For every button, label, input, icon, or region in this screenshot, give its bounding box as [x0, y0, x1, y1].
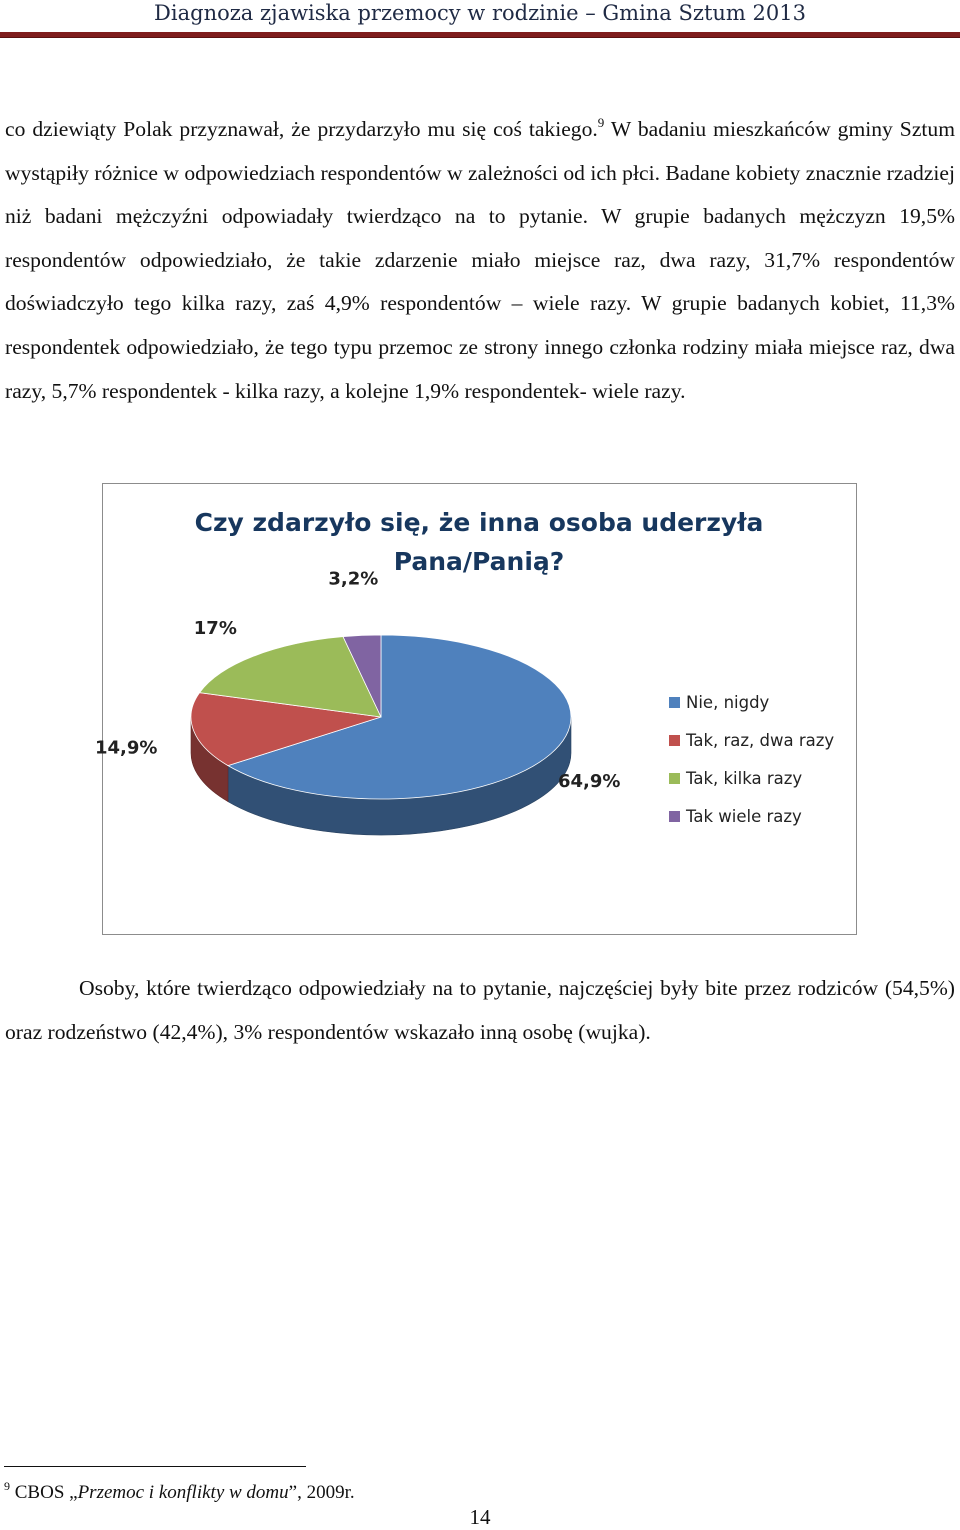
chart-title-line-1: Czy zdarzyło się, że inna osoba uderzyła — [194, 508, 764, 537]
chart-title-line-2: Pana/Panią? — [393, 547, 565, 576]
legend-label-raz-dwa-razy: Tak, raz, dwa razy — [686, 731, 835, 750]
paragraph-1 — [5, 108, 955, 413]
paragraph-1-text-a: co dziewiąty Polak przyznawał, że przydarzyło mu się coś takiego. — [5, 117, 598, 141]
footnote-title: Przemoc i konflikty w domu — [77, 1482, 289, 1503]
footnote-text-b: ”, 2009r. — [288, 1482, 355, 1503]
legend-swatch-nie-nigdy — [669, 697, 680, 708]
chart-legend — [669, 693, 834, 826]
data-label-wiele-razy: 3,2% — [328, 568, 379, 590]
legend-swatch-raz-dwa-razy — [669, 735, 680, 746]
footnote-ref[interactable]: 9 — [597, 115, 605, 130]
header-rule — [0, 32, 960, 38]
legend-label-wiele-razy: Tak wiele razy — [686, 807, 802, 826]
page-number: 14 — [469, 1505, 491, 1529]
pie-chart — [94, 483, 857, 935]
footnote-text-a: CBOS „ — [10, 1482, 78, 1503]
legend-label-nie-nigdy: Nie, nigdy — [686, 693, 770, 712]
legend-swatch-wiele-razy — [669, 811, 680, 822]
pie-chart-svg — [94, 484, 855, 933]
paragraph-2: Osoby, które twierdząco odpowiedziały na to pytanie, najczęściej były bite przez rodziców (54,5%) oraz rodzeństwo (42,4%), 3% respondentów wskazało inną osobę (wujka). — [5, 976, 955, 1044]
footnote-separator — [4, 1466, 306, 1467]
data-label-raz-dwa-razy: 14,9% — [94, 737, 158, 759]
data-label-nie-nigdy: 64,9% — [557, 770, 621, 792]
legend-label-kilka-razy: Tak, kilka razy — [686, 769, 803, 788]
paragraph-1-text-b: W badaniu mieszkańców gminy Sztum wystąpiły różnice w odpowiedziach respondentów w zależności od ich płci. Badane kobiety znacznie rzadziej niż badani mężczyźni odpowiadały twierdząco na to pytanie. W grupie badanych mężczyzn 19,5% respondentów odpowiedziało, że takie zdarzenie miało miejsce raz, dwa razy, 31,7% respondentów doświadczyło tego kilka razy, zaś 4,9% respondentów – wiele razy. W grupie badanych kobiet, 11,3% respondentek odpowiedziało, że tego typu przemoc ze strony innego członka rodziny miała miejsce raz, dwa razy, 5,7% respondentek - kilka razy, a kolejne 1,9% respondentek- wiele razy. — [5, 117, 955, 403]
footnote-number: 9 — [4, 1479, 10, 1493]
header-title: Diagnoza zjawiska przemocy w rodzinie – Gmina Sztum 2013 — [154, 1, 806, 25]
legend-swatch-kilka-razy — [669, 773, 680, 784]
data-label-kilka-razy: 17% — [193, 617, 237, 639]
footnote — [4, 1474, 355, 1505]
page-header — [0, 0, 960, 40]
pie-slices — [191, 635, 571, 799]
